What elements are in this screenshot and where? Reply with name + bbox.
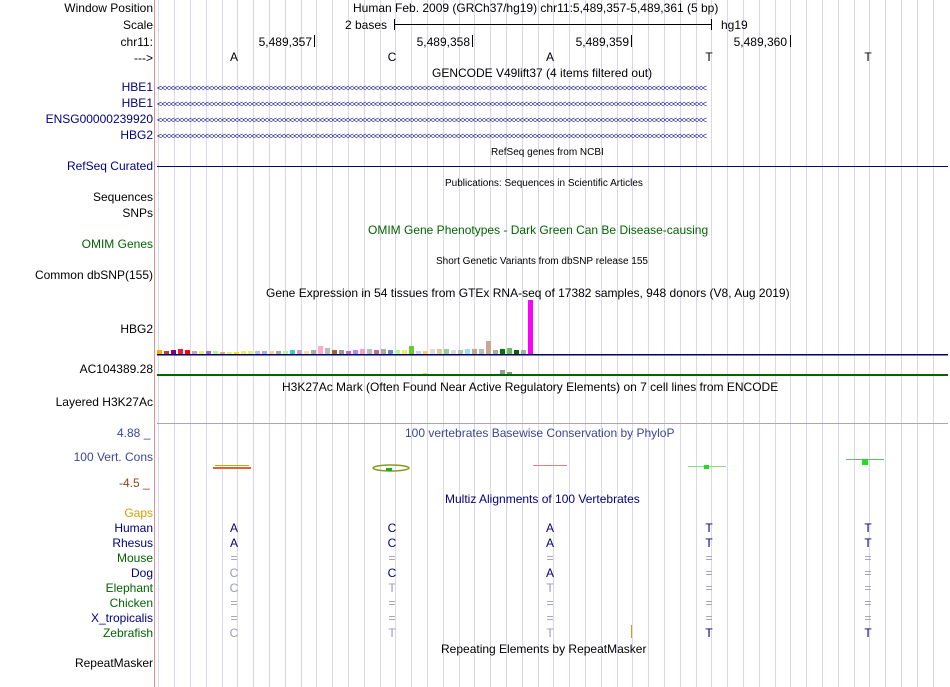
gtex-bar (304, 351, 309, 354)
gtex-bar (311, 350, 316, 354)
gtex-bar (353, 350, 358, 354)
alignment-base: C (229, 581, 239, 595)
species-label-mouse: Mouse (116, 551, 153, 565)
position-label: 5,489,360 (733, 35, 787, 49)
gtex-bar (451, 350, 456, 354)
gtex-bar (423, 351, 428, 354)
species-label-chicken: Chicken (109, 596, 153, 610)
alignment-base: A (229, 521, 238, 535)
gtex-bar (199, 351, 204, 354)
gtex-bar (346, 351, 351, 354)
alignment-base: C (387, 566, 397, 580)
alignment-base: T (864, 521, 872, 535)
alignment-base: T (864, 626, 872, 640)
dbsnp-track-label[interactable]: Common dbSNP(155) (34, 268, 153, 282)
phylop-track-title: 100 vertebrates Basewise Conservation by PhyloP (405, 426, 675, 440)
refseq-track-label[interactable]: RefSeq Curated (66, 159, 153, 173)
gtex-bar (269, 351, 274, 354)
scale-bar-left-tick (394, 19, 395, 30)
repeatmasker-track-title: Repeating Elements by RepeatMasker (441, 642, 647, 656)
gtex-bar (297, 350, 302, 354)
snps-track-label[interactable]: SNPs (122, 206, 153, 220)
gene-feature-hbg2[interactable]: <<<<<<<<<<<<<<<<<<<<<<<<<<<<<<<<<<<<<<<<<<<<<<<<<<<<<<<<<<<<<<<<<<<<<<<<<<<<<<<<<<<<<<<<<<<<<<<<<<<<<<<<<<<<<<<<<<<<<<<<<<<<<<<<< (157, 132, 707, 140)
position-label: 5,489,357 (258, 35, 312, 49)
gtex-bar (360, 349, 365, 354)
publications-track-label[interactable]: Sequences (92, 190, 153, 204)
gtex-bar (192, 351, 197, 354)
phylop-score (386, 468, 392, 471)
gtex-bar (479, 349, 484, 354)
gtex-gene-label-ac104389[interactable]: AC104389.28 (79, 362, 153, 376)
gtex-bar (171, 350, 176, 354)
gtex-bar (395, 350, 400, 354)
alignment-base: = (864, 551, 872, 565)
multiz-track-title: Multiz Alignments of 100 Vertebrates (445, 492, 640, 506)
gtex-bar (325, 348, 330, 354)
gtex-bar (339, 350, 344, 354)
gtex-bar (514, 350, 519, 354)
gtex-hbg2-baseline (157, 354, 948, 356)
position-tick (790, 35, 791, 47)
gtex-bar (290, 350, 295, 354)
gtex-bar-secondary (423, 373, 428, 374)
gtex-bar (276, 351, 281, 354)
insertion-marker (631, 625, 632, 638)
alignment-base: = (546, 551, 554, 565)
phylop-score (213, 467, 251, 469)
gtex-bar (409, 346, 414, 354)
alignment-base: = (230, 596, 238, 610)
gtex-bar (486, 341, 491, 354)
reference-base: C (387, 50, 397, 64)
alignment-base: T (388, 626, 396, 640)
gtex-bar (430, 349, 435, 354)
refseq-track-title: RefSeq genes from NCBI (491, 147, 604, 158)
alignment-base: C (229, 566, 239, 580)
scale-bar (394, 24, 712, 25)
alignment-base: = (705, 611, 713, 625)
gene-label-hbe1-1[interactable]: HBE1 (121, 80, 153, 94)
gencode-track-title: GENCODE V49lift37 (4 items filtered out) (432, 66, 653, 80)
h3k27ac-track-label[interactable]: Layered H3K27Ac (55, 395, 153, 409)
alignment-base: C (387, 521, 397, 535)
gtex-bar (157, 350, 162, 354)
gtex-track-title: Gene Expression in 54 tissues from GTEx RNA-seq of 17382 samples, 948 donors (V8, Aug 2019) (266, 286, 790, 300)
species-label-dog: Dog (130, 566, 153, 580)
window-position-value: Human Feb. 2009 (GRCh37/hg19) chr11:5,489,357-5,489,361 (5 bp) (353, 1, 719, 15)
gtex-bar (332, 350, 337, 354)
phylop-score (862, 459, 868, 465)
alignment-base: = (388, 551, 396, 565)
phylop-score (533, 465, 567, 466)
gtex-bar (248, 351, 253, 354)
alignment-base: C (229, 626, 239, 640)
phylop-axis-max: 4.88 _ (117, 426, 151, 440)
dbsnp-track-title: Short Genetic Variants from dbSNP release 155 (436, 256, 648, 267)
gtex-bar (318, 346, 323, 354)
assembly-label: hg19 (721, 18, 748, 32)
position-tick (314, 35, 315, 47)
gtex-bar (507, 348, 512, 354)
species-label-x-tropicalis: X_tropicalis (90, 611, 153, 625)
strand-label[interactable]: ---> (134, 51, 153, 65)
gene-feature-hbe1-1[interactable]: <<<<<<<<<<<<<<<<<<<<<<<<<<<<<<<<<<<<<<<<<<<<<<<<<<<<<<<<<<<<<<<<<<<<<<<<<<<<<<<<<<<<<<<<<<<<<<<<<<<<<<<<<<<<<<<<<<<<<<<<<<<<<<<<< (157, 84, 707, 92)
window-position-label: Window Position (64, 1, 153, 15)
alignment-base: A (545, 566, 554, 580)
alignment-base: = (864, 596, 872, 610)
h3k27ac-baseline (157, 423, 948, 424)
gtex-bar (367, 349, 372, 354)
gtex-bar (465, 349, 470, 354)
h3k27ac-track-title: H3K27Ac Mark (Often Found Near Active Regulatory Elements) on 7 cell lines from ENCODE (282, 380, 779, 394)
scale-bar-right-tick (711, 19, 712, 30)
alignment-base: = (705, 551, 713, 565)
gtex-bar (374, 350, 379, 354)
scale-value: 2 bases (345, 18, 388, 32)
gtex-bar (416, 351, 421, 354)
alignment-base: T (705, 536, 713, 550)
reference-base: A (229, 50, 238, 64)
gtex-bar (437, 349, 442, 354)
alignment-base: T (546, 581, 554, 595)
phylop-track-label[interactable]: 100 Vert. Cons (73, 450, 153, 464)
gtex-bar (444, 349, 449, 354)
alignment-base: C (387, 536, 397, 550)
phylop-score (704, 465, 709, 469)
gtex-bar-secondary (500, 370, 505, 374)
position-label: 5,489,359 (575, 35, 629, 49)
gaps-label: Gaps (124, 506, 153, 520)
alignment-base: = (864, 581, 872, 595)
position-label: 5,489,358 (416, 35, 470, 49)
gtex-bar (178, 349, 183, 354)
gene-feature-hbe1-2[interactable]: <<<<<<<<<<<<<<<<<<<<<<<<<<<<<<<<<<<<<<<<<<<<<<<<<<<<<<<<<<<<<<<<<<<<<<<<<<<<<<<<<<<<<<<<<<<<<<<<<<<<<<<<<<<<<<<<<<<<<<<<<<<<<<<<< (157, 100, 707, 108)
gtex-bar (185, 350, 190, 354)
reference-base: T (705, 50, 713, 64)
species-label-rhesus: Rhesus (112, 536, 153, 550)
omim-track-title: OMIM Gene Phenotypes - Dark Green Can Be Disease-causing (368, 223, 709, 237)
position-tick (631, 35, 632, 47)
publications-track-title: Publications: Sequences in Scientific Articles (445, 178, 643, 189)
alignment-base: T (705, 521, 713, 535)
alignment-base: = (230, 611, 238, 625)
alignment-base: = (546, 611, 554, 625)
alignment-base: T (864, 536, 872, 550)
phylop-conservation-plot[interactable] (155, 440, 950, 490)
gtex-bar (493, 350, 498, 354)
alignment-base: = (388, 596, 396, 610)
gtex-bar (206, 351, 211, 354)
alignment-base: = (705, 566, 713, 580)
species-label-zebrafish: Zebrafish (102, 626, 153, 640)
gtex-bar (213, 351, 218, 354)
position-tick (472, 35, 473, 47)
gtex-bar-max (528, 300, 533, 354)
scale-label: Scale (122, 18, 153, 32)
gtex-bar (227, 352, 232, 354)
phylop-svg (155, 440, 950, 490)
gtex-gene-label-hbg2[interactable]: HBG2 (120, 322, 153, 336)
gene-label-hbg2[interactable]: HBG2 (120, 128, 153, 142)
gtex-bar (381, 349, 386, 354)
alignment-base: = (705, 596, 713, 610)
gtex-bar-secondary (507, 372, 512, 374)
alignment-base: = (705, 581, 713, 595)
phylop-axis-min: -4.5 _ (119, 476, 150, 490)
gene-feature-ensg[interactable]: <<<<<<<<<<<<<<<<<<<<<<<<<<<<<<<<<<<<<<<<<<<<<<<<<<<<<<<<<<<<<<<<<<<<<<<<<<<<<<<<<<<<<<<<<<<<<<<<<<<<<<<<<<<<<<<<<<<<<<<<<<<<<<<<< (157, 116, 707, 124)
alignment-base: = (388, 611, 396, 625)
gtex-bar (402, 350, 407, 354)
gtex-bar (472, 349, 477, 354)
gtex-bar (164, 351, 169, 354)
gtex-bar (234, 352, 239, 354)
alignment-base: = (864, 566, 872, 580)
alignment-base: = (864, 611, 872, 625)
gtex-bar (255, 351, 260, 354)
species-label-human: Human (114, 521, 153, 535)
gtex-bar (220, 352, 225, 354)
gtex-bar (262, 351, 267, 354)
gtex-bar (458, 350, 463, 354)
gtex-bar (388, 350, 393, 354)
gene-label-hbe1-2[interactable]: HBE1 (121, 96, 153, 110)
gtex-bar (500, 349, 505, 354)
gtex-bars-svg (155, 296, 950, 380)
phylop-score (215, 465, 249, 466)
alignment-base: A (545, 521, 554, 535)
alignment-base: T (705, 626, 713, 640)
gtex-ac104389-baseline (157, 374, 948, 376)
omim-track-label[interactable]: OMIM Genes (81, 237, 153, 251)
species-label-elephant: Elephant (105, 581, 153, 595)
refseq-gene-line[interactable] (157, 166, 948, 167)
gtex-bar (241, 351, 246, 354)
alignment-base: A (229, 536, 238, 550)
gtex-bar (283, 351, 288, 354)
reference-base: A (545, 50, 554, 64)
alignment-base: T (546, 626, 554, 640)
repeatmasker-track-label[interactable]: RepeatMasker (74, 656, 153, 670)
reference-base: T (864, 50, 872, 64)
gene-label-ensg[interactable]: ENSG00000239920 (45, 112, 153, 126)
gtex-expression-plot[interactable] (155, 296, 950, 380)
alignment-base: = (546, 596, 554, 610)
alignment-base: = (230, 551, 238, 565)
chrom-label: chr11: (120, 35, 153, 49)
gtex-bar (521, 350, 526, 354)
alignment-base: T (388, 581, 396, 595)
alignment-base: A (545, 536, 554, 550)
